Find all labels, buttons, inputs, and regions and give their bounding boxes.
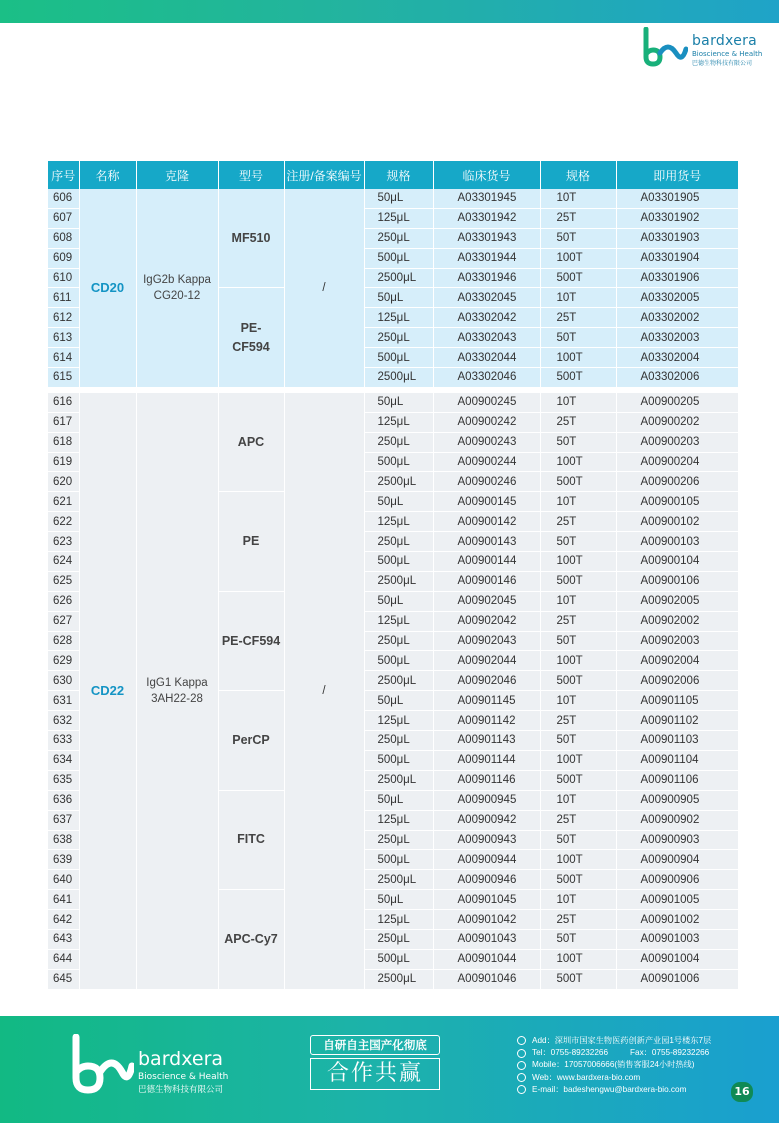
cell-seq: 636: [48, 790, 79, 810]
cell-volume: 125μL: [364, 910, 433, 930]
cell-clinical-cat-no: A00901044: [433, 949, 540, 969]
cell-clinical-cat-no: A03302044: [433, 348, 540, 368]
cell-tests: 500T: [540, 671, 616, 691]
cell-volume: 125μL: [364, 308, 433, 328]
cell-seq: 645: [48, 969, 79, 989]
cell-clinical-cat-no: A00901146: [433, 770, 540, 790]
cell-clinical-cat-no: A00901045: [433, 890, 540, 910]
cell-rtu-cat-no: A00901006: [616, 969, 738, 989]
cell-volume: 500μL: [364, 248, 433, 268]
cell-seq: 624: [48, 552, 79, 572]
cell-seq: 627: [48, 611, 79, 631]
cell-seq: 643: [48, 929, 79, 949]
page-number-badge: 16: [731, 1082, 753, 1102]
cell-rtu-cat-no: A00900102: [616, 512, 738, 532]
cell-model: APC: [218, 392, 284, 491]
cell-registration: /: [284, 189, 364, 387]
cell-volume: 2500μL: [364, 770, 433, 790]
cell-tests: 25T: [540, 910, 616, 930]
cell-model: APC-Cy7: [218, 890, 284, 989]
phone-icon: [517, 1049, 526, 1058]
cell-tests: 100T: [540, 248, 616, 268]
cell-volume: 2500μL: [364, 472, 433, 492]
contact-email[interactable]: E-mail：badeshengwu@bardxera-bio.com: [517, 1084, 711, 1096]
cell-rtu-cat-no: A00900905: [616, 790, 738, 810]
cell-clinical-cat-no: A00900142: [433, 512, 540, 532]
cell-model: MF510: [218, 189, 284, 288]
cell-rtu-cat-no: A00902006: [616, 671, 738, 691]
cell-seq: 617: [48, 412, 79, 432]
cell-tests: 10T: [540, 492, 616, 512]
cell-seq: 609: [48, 248, 79, 268]
cell-clinical-cat-no: A00900242: [433, 412, 540, 432]
cell-clinical-cat-no: A00902043: [433, 631, 540, 651]
cell-seq: 641: [48, 890, 79, 910]
cell-tests: 500T: [540, 571, 616, 591]
cell-volume: 125μL: [364, 412, 433, 432]
cell-volume: 250μL: [364, 830, 433, 850]
cell-seq: 607: [48, 208, 79, 228]
cell-clinical-cat-no: A00900946: [433, 870, 540, 890]
cell-volume: 50μL: [364, 492, 433, 512]
cell-volume: 2500μL: [364, 870, 433, 890]
cell-seq: 630: [48, 671, 79, 691]
cell-clinical-cat-no: A00900243: [433, 432, 540, 452]
cell-volume: 125μL: [364, 512, 433, 532]
cell-rtu-cat-no: A00900106: [616, 571, 738, 591]
cell-rtu-cat-no: A00901003: [616, 929, 738, 949]
table-header-row: [48, 161, 738, 189]
cell-volume: 50μL: [364, 189, 433, 208]
cell-tests: 100T: [540, 348, 616, 368]
cell-volume: 250μL: [364, 432, 433, 452]
cell-rtu-cat-no: A03301906: [616, 268, 738, 288]
contact-phone: Tel：0755-89232266 Fax：0755-89232266: [517, 1047, 711, 1059]
cell-clinical-cat-no: A00900244: [433, 452, 540, 472]
cell-rtu-cat-no: A00900206: [616, 472, 738, 492]
footer-band: [0, 1016, 779, 1123]
slogan-line-1: 自研自主国产化彻底: [310, 1035, 440, 1055]
cell-tests: 10T: [540, 691, 616, 711]
cell-seq: 608: [48, 228, 79, 248]
cell-seq: 635: [48, 770, 79, 790]
cell-seq: 612: [48, 308, 79, 328]
cell-product-name: CD22: [79, 392, 136, 989]
cell-tests: 25T: [540, 308, 616, 328]
cell-seq: 637: [48, 810, 79, 830]
cell-volume: 2500μL: [364, 671, 433, 691]
cell-volume: 125μL: [364, 208, 433, 228]
cell-clinical-cat-no: A00900942: [433, 810, 540, 830]
cell-volume: 2500μL: [364, 368, 433, 388]
cell-seq: 628: [48, 631, 79, 651]
cell-rtu-cat-no: A00900904: [616, 850, 738, 870]
cell-clinical-cat-no: A03301944: [433, 248, 540, 268]
cell-clinical-cat-no: A00902045: [433, 591, 540, 611]
cell-seq: 639: [48, 850, 79, 870]
cell-clinical-cat-no: A00900943: [433, 830, 540, 850]
cell-tests: 500T: [540, 870, 616, 890]
cell-rtu-cat-no: A00901002: [616, 910, 738, 930]
cell-model: PE: [218, 492, 284, 591]
cell-rtu-cat-no: A03302006: [616, 368, 738, 388]
cell-clinical-cat-no: A03301946: [433, 268, 540, 288]
cell-rtu-cat-no: A00900104: [616, 552, 738, 572]
cell-rtu-cat-no: A00901102: [616, 711, 738, 731]
cell-rtu-cat-no: A03302005: [616, 288, 738, 308]
footer-brand-name: bardxera: [138, 1048, 224, 1070]
col-header-registration: 注册/备案编号: [284, 161, 364, 189]
cell-tests: 50T: [540, 228, 616, 248]
product-table: [48, 161, 738, 990]
location-icon: [517, 1036, 526, 1045]
table-row: [48, 392, 738, 412]
cell-clinical-cat-no: A00900143: [433, 532, 540, 552]
cell-seq: 622: [48, 512, 79, 532]
cell-tests: 25T: [540, 611, 616, 631]
cell-clinical-cat-no: A00900246: [433, 472, 540, 492]
cell-seq: 640: [48, 870, 79, 890]
brand-cn-name: 巴德生物科技有限公司: [692, 60, 753, 67]
mail-icon: [517, 1085, 526, 1094]
cell-rtu-cat-no: A00902004: [616, 651, 738, 671]
cell-rtu-cat-no: A03301902: [616, 208, 738, 228]
cell-clinical-cat-no: A03301945: [433, 189, 540, 208]
cell-rtu-cat-no: A00901103: [616, 731, 738, 751]
cell-volume: 500μL: [364, 452, 433, 472]
cell-tests: 10T: [540, 288, 616, 308]
cell-clinical-cat-no: A00902042: [433, 611, 540, 631]
cell-volume: 250μL: [364, 328, 433, 348]
footer-brand-tagline: Bioscience & Health: [138, 1072, 229, 1082]
col-header-seq: 序号: [48, 161, 79, 189]
cell-clinical-cat-no: A00902046: [433, 671, 540, 691]
cell-tests: 50T: [540, 731, 616, 751]
cell-volume: 500μL: [364, 651, 433, 671]
cell-rtu-cat-no: A00900902: [616, 810, 738, 830]
contact-address: Add：深圳市国家生物医药创新产业园1号楼东7层: [517, 1035, 711, 1047]
cell-rtu-cat-no: A00900105: [616, 492, 738, 512]
cell-volume: 50μL: [364, 890, 433, 910]
cell-volume: 50μL: [364, 392, 433, 412]
cell-clinical-cat-no: A03301942: [433, 208, 540, 228]
cell-rtu-cat-no: A00900903: [616, 830, 738, 850]
footer-logo: [68, 1034, 238, 1096]
cell-tests: 50T: [540, 830, 616, 850]
cell-volume: 125μL: [364, 611, 433, 631]
cell-clone: IgG2b Kappa CG20-12: [136, 189, 218, 387]
cell-seq: 629: [48, 651, 79, 671]
cell-seq: 613: [48, 328, 79, 348]
cell-rtu-cat-no: A00902005: [616, 591, 738, 611]
contact-info: [517, 1035, 711, 1096]
cell-rtu-cat-no: A00901105: [616, 691, 738, 711]
cell-tests: 100T: [540, 750, 616, 770]
footer-brand-cn-name: 巴德生物科技有限公司: [138, 1085, 224, 1095]
cell-volume: 500μL: [364, 949, 433, 969]
cell-product-name: CD20: [79, 189, 136, 387]
cell-seq: 606: [48, 189, 79, 208]
cell-clinical-cat-no: A00901043: [433, 929, 540, 949]
cell-clinical-cat-no: A00901143: [433, 731, 540, 751]
cell-volume: 125μL: [364, 711, 433, 731]
cell-volume: 2500μL: [364, 571, 433, 591]
cell-tests: 100T: [540, 651, 616, 671]
cell-clinical-cat-no: A03301943: [433, 228, 540, 248]
cell-tests: 25T: [540, 208, 616, 228]
cell-seq: 644: [48, 949, 79, 969]
cell-seq: 620: [48, 472, 79, 492]
globe-icon: [517, 1073, 526, 1082]
cell-volume: 2500μL: [364, 268, 433, 288]
slogan-block: [310, 1035, 440, 1105]
cell-volume: 50μL: [364, 591, 433, 611]
cell-volume: 250μL: [364, 228, 433, 248]
cell-clone: IgG1 Kappa 3AH22-28: [136, 392, 218, 989]
brand-tagline: Bioscience & Health: [692, 50, 763, 58]
cell-volume: 125μL: [364, 810, 433, 830]
cell-tests: 25T: [540, 512, 616, 532]
cell-tests: 500T: [540, 472, 616, 492]
cell-seq: 642: [48, 910, 79, 930]
cell-tests: 10T: [540, 591, 616, 611]
cell-volume: 250μL: [364, 532, 433, 552]
col-header-clinical-cat-no: 临床货号: [433, 161, 540, 189]
cell-tests: 500T: [540, 969, 616, 989]
header-logo: [640, 27, 775, 67]
cell-seq: 625: [48, 571, 79, 591]
cell-rtu-cat-no: A03302004: [616, 348, 738, 368]
cell-tests: 10T: [540, 890, 616, 910]
cell-clinical-cat-no: A00900145: [433, 492, 540, 512]
slogan-line-2: 合作共赢: [310, 1058, 440, 1090]
cell-volume: 250μL: [364, 929, 433, 949]
cell-clinical-cat-no: A00902044: [433, 651, 540, 671]
col-header-rtu-cat-no: 即用货号: [616, 161, 738, 189]
cell-rtu-cat-no: A00900203: [616, 432, 738, 452]
cell-model: PE- CF594: [218, 288, 284, 387]
cell-volume: 500μL: [364, 552, 433, 572]
cell-tests: 25T: [540, 412, 616, 432]
cell-volume: 50μL: [364, 691, 433, 711]
table-body: [48, 189, 738, 989]
cell-tests: 500T: [540, 368, 616, 388]
cell-clinical-cat-no: A00900146: [433, 571, 540, 591]
cell-clinical-cat-no: A00900144: [433, 552, 540, 572]
table-row: [48, 189, 738, 208]
cell-rtu-cat-no: A00902003: [616, 631, 738, 651]
cell-tests: 50T: [540, 432, 616, 452]
col-header-spec-volume: 规格: [364, 161, 433, 189]
cell-volume: 500μL: [364, 750, 433, 770]
cell-rtu-cat-no: A00900202: [616, 412, 738, 432]
cell-seq: 632: [48, 711, 79, 731]
cell-model: FITC: [218, 790, 284, 889]
cell-rtu-cat-no: A00902002: [616, 611, 738, 631]
cell-tests: 10T: [540, 790, 616, 810]
cell-tests: 100T: [540, 949, 616, 969]
cell-rtu-cat-no: A03301905: [616, 189, 738, 208]
cell-rtu-cat-no: A00901106: [616, 770, 738, 790]
cell-volume: 500μL: [364, 850, 433, 870]
cell-seq: 621: [48, 492, 79, 512]
cell-tests: 50T: [540, 929, 616, 949]
cell-tests: 50T: [540, 328, 616, 348]
cell-clinical-cat-no: A00901042: [433, 910, 540, 930]
cell-tests: 500T: [540, 770, 616, 790]
col-header-spec-tests: 规格: [540, 161, 616, 189]
cell-volume: 50μL: [364, 790, 433, 810]
cell-volume: 50μL: [364, 288, 433, 308]
cell-tests: 50T: [540, 532, 616, 552]
cell-seq: 619: [48, 452, 79, 472]
col-header-clone: 克隆: [136, 161, 218, 189]
cell-seq: 618: [48, 432, 79, 452]
cell-seq: 626: [48, 591, 79, 611]
col-header-name: 名称: [79, 161, 136, 189]
cell-seq: 634: [48, 750, 79, 770]
cell-seq: 638: [48, 830, 79, 850]
cell-seq: 633: [48, 731, 79, 751]
cell-tests: 10T: [540, 189, 616, 208]
cell-clinical-cat-no: A00900245: [433, 392, 540, 412]
contact-mobile: Mobile：17057006666(销售客服24小时热线): [517, 1059, 711, 1071]
cell-seq: 614: [48, 348, 79, 368]
cell-volume: 2500μL: [364, 969, 433, 989]
col-header-model: 型号: [218, 161, 284, 189]
cell-tests: 100T: [540, 452, 616, 472]
cell-seq: 610: [48, 268, 79, 288]
mobile-icon: [517, 1061, 526, 1070]
cell-clinical-cat-no: A00901144: [433, 750, 540, 770]
cell-seq: 611: [48, 288, 79, 308]
cell-model: PE-CF594: [218, 591, 284, 690]
cell-tests: 500T: [540, 268, 616, 288]
contact-web[interactable]: Web：www.bardxera-bio.com: [517, 1072, 711, 1084]
cell-volume: 250μL: [364, 731, 433, 751]
cell-tests: 50T: [540, 631, 616, 651]
cell-volume: 250μL: [364, 631, 433, 651]
cell-tests: 100T: [540, 552, 616, 572]
cell-seq: 615: [48, 368, 79, 388]
cell-seq: 631: [48, 691, 79, 711]
cell-clinical-cat-no: A00900944: [433, 850, 540, 870]
cell-rtu-cat-no: A00900205: [616, 392, 738, 412]
cell-rtu-cat-no: A00901005: [616, 890, 738, 910]
cell-seq: 616: [48, 392, 79, 412]
cell-rtu-cat-no: A03302003: [616, 328, 738, 348]
cell-clinical-cat-no: A00901142: [433, 711, 540, 731]
cell-rtu-cat-no: A00901104: [616, 750, 738, 770]
cell-clinical-cat-no: A00901145: [433, 691, 540, 711]
cell-tests: 25T: [540, 711, 616, 731]
cell-clinical-cat-no: A00900945: [433, 790, 540, 810]
cell-rtu-cat-no: A03301904: [616, 248, 738, 268]
cell-rtu-cat-no: A03301903: [616, 228, 738, 248]
brand-name: bardxera: [692, 33, 758, 49]
cell-volume: 500μL: [364, 348, 433, 368]
cell-rtu-cat-no: A03302002: [616, 308, 738, 328]
bardxera-logo-icon: [68, 1034, 134, 1096]
cell-rtu-cat-no: A00900204: [616, 452, 738, 472]
cell-clinical-cat-no: A03302046: [433, 368, 540, 388]
cell-model: PerCP: [218, 691, 284, 790]
cell-seq: 623: [48, 532, 79, 552]
top-gradient-bar: [0, 0, 779, 23]
cell-clinical-cat-no: A03302045: [433, 288, 540, 308]
cell-registration: /: [284, 392, 364, 989]
cell-clinical-cat-no: A00901046: [433, 969, 540, 989]
cell-clinical-cat-no: A03302042: [433, 308, 540, 328]
bardxera-logo-icon: [640, 27, 688, 67]
cell-tests: 10T: [540, 392, 616, 412]
cell-rtu-cat-no: A00900103: [616, 532, 738, 552]
contact-fax: Fax：0755-89232266: [630, 1048, 710, 1058]
cell-rtu-cat-no: A00900906: [616, 870, 738, 890]
cell-clinical-cat-no: A03302043: [433, 328, 540, 348]
cell-tests: 100T: [540, 850, 616, 870]
cell-rtu-cat-no: A00901004: [616, 949, 738, 969]
cell-tests: 25T: [540, 810, 616, 830]
